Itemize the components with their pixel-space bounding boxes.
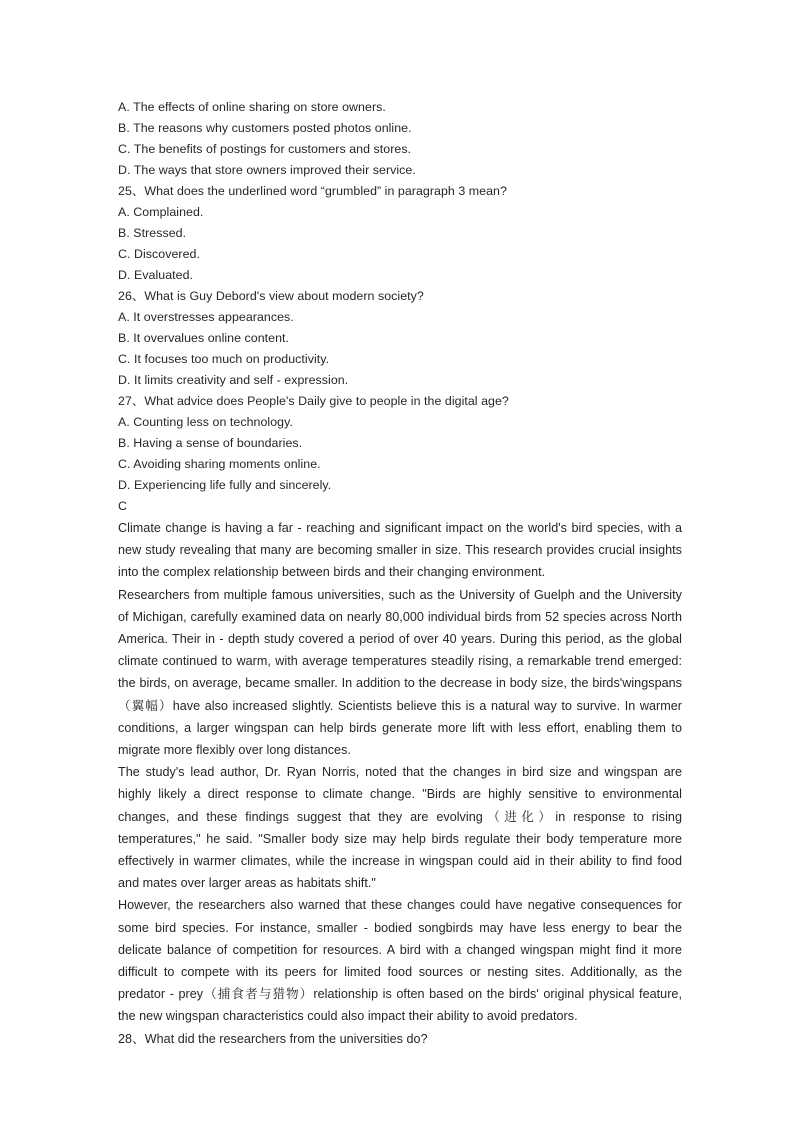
option-line: D. It limits creativity and self - expression. bbox=[118, 373, 349, 387]
option-line: A. It overstresses appearances. bbox=[118, 310, 294, 324]
option-line: A. Counting less on technology. bbox=[118, 415, 293, 429]
option-line: D. Experiencing life fully and sincerely. bbox=[118, 478, 332, 492]
question-stem-28 bbox=[118, 1028, 682, 1050]
question-number-25: 25、 bbox=[118, 184, 145, 198]
question-number-26: 26、 bbox=[118, 289, 145, 303]
document-page bbox=[118, 97, 682, 1050]
question-number-28: 28、 bbox=[118, 1031, 145, 1046]
option-line: C. Avoiding sharing moments online. bbox=[118, 457, 321, 471]
option-line: A. Complained. bbox=[118, 205, 204, 219]
option-line: C. It focuses too much on productivity. bbox=[118, 352, 330, 366]
option-line: D. The ways that store owners improved their service. bbox=[118, 163, 416, 177]
question-text-27: What advice does People's Daily give to people in the digital age? bbox=[144, 394, 509, 408]
question-text-28: What did the researchers from the universities do? bbox=[144, 1031, 428, 1046]
option-line: B. It overvalues online content. bbox=[118, 331, 290, 345]
option-line: B. The reasons why customers posted photos online. bbox=[118, 121, 412, 135]
option-line: C. Discovered. bbox=[118, 247, 200, 261]
question-block-26 bbox=[118, 286, 682, 391]
option-line: B. Having a sense of boundaries. bbox=[118, 436, 303, 450]
question-stem-25 bbox=[118, 181, 682, 202]
option-line: B. Stressed. bbox=[118, 226, 187, 240]
question-block-27 bbox=[118, 391, 682, 496]
reading-passage bbox=[118, 517, 682, 1028]
passage-paragraph: Climate change is having a far - reaching and significant impact on the world's bird species, with a new study revealing that many are becoming smaller in size. This research provides crucial insights into the complex relationship between birds and their changing environment. bbox=[118, 521, 682, 580]
passage-paragraph: Researchers from multiple famous universities, such as the University of Guelph and the University of Michigan, carefully examined data on nearly 80,000 individual birds from 52 species across North America. Their in - depth study covered a period of over 40 years. During this period, as the global climate continued to warm, with average temperatures steadily rising, a remarkable trend emerged: the birds, on average, became smaller. In addition to the decrease in body size, the birds'wingspans（翼幅）have also increased slightly. Scientists believe this is a natural way to survive. In warmer conditions, a larger wingspan can help birds generate more lift with less effort, enabling them to migrate more flexibly over long distances. bbox=[118, 587, 682, 758]
option-line: A. The effects of online sharing on store owners. bbox=[118, 100, 386, 114]
question-stem-27 bbox=[118, 391, 682, 412]
passage-paragraph: However, the researchers also warned that these changes could have negative consequences for some bird species. For instance, smaller - bodied songbirds may have less energy to bear the delicate balance of competition for resources. A bird with a changed wingspan might find it more difficult to compete with its peers for limited food sources or nesting sites. Additionally, as the predator - prey（捕食者与猎物）relationship is often based on the birds' original physical feature, the new wingspan characteristics could also impact their ability to avoid predators. bbox=[118, 898, 682, 1024]
question-options-group-24 bbox=[118, 97, 682, 181]
question-block-25 bbox=[118, 181, 682, 286]
question-number-27: 27、 bbox=[118, 394, 145, 408]
question-text-25: What does the underlined word “grumbled” in paragraph 3 mean? bbox=[144, 184, 507, 198]
answer-mark: C bbox=[118, 499, 127, 513]
question-text-26: What is Guy Debord's view about modern society? bbox=[144, 289, 424, 303]
option-line: C. The benefits of postings for customers and stores. bbox=[118, 142, 412, 156]
question-stem-26 bbox=[118, 286, 682, 307]
option-line: D. Evaluated. bbox=[118, 268, 194, 282]
passage-paragraph: The study's lead author, Dr. Ryan Norris, noted that the changes in bird size and wingspan are highly likely a direct response to climate change. "Birds are highly sensitive to environmental changes, and these findings suggest that they are evolving（进化）in response to rising temperatures," he said. "Smaller body size may help birds regulate their body temperature more effectively in warmer climates, while the increase in wingspan could aid in their ability to find food and mates over larger areas as habitats shift." bbox=[118, 765, 682, 891]
